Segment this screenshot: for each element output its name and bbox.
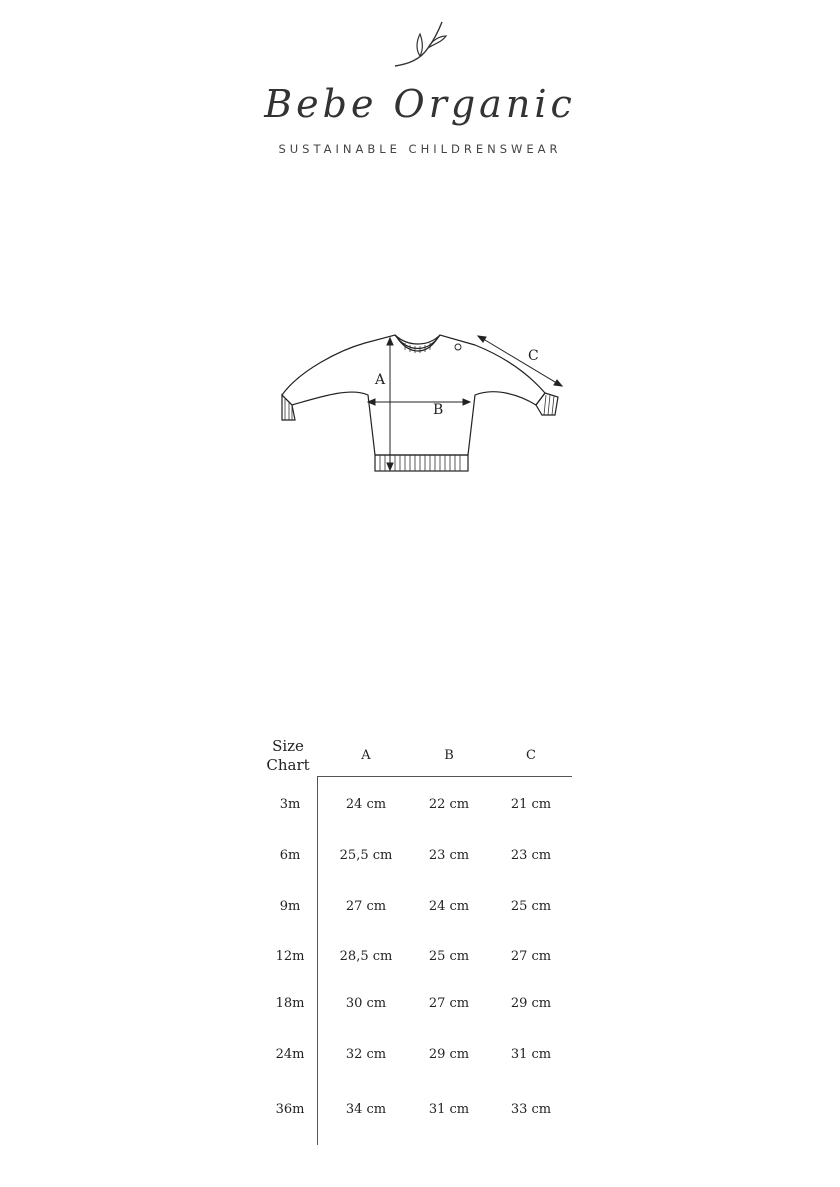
value-cell-c: 21 cm [510, 797, 552, 812]
rib-texture [285, 343, 554, 471]
size-cell: 18m [275, 996, 305, 1011]
value-cell-a: 25,5 cm [339, 848, 393, 863]
brand-name: Bebe Organic [264, 82, 576, 126]
size-chart-corner-label [258, 737, 318, 775]
value-cell-b: 23 cm [428, 848, 470, 863]
value-cell-c: 33 cm [510, 1102, 552, 1117]
leaf-logo-icon [390, 14, 450, 72]
table-header-divider [317, 776, 572, 777]
size-cell: 36m [275, 1102, 305, 1117]
value-cell-c: 31 cm [510, 1047, 552, 1062]
measure-label-c: C [528, 348, 539, 364]
value-cell-a: 27 cm [345, 899, 387, 914]
size-cell: 3m [279, 797, 301, 812]
value-cell-b: 25 cm [428, 949, 470, 964]
button-icon [455, 344, 461, 350]
size-cell: 24m [275, 1047, 305, 1062]
value-cell-a: 24 cm [345, 797, 387, 812]
value-cell-a: 32 cm [345, 1047, 387, 1062]
sweater-measurement-diagram [270, 325, 570, 485]
size-cell: 9m [279, 899, 301, 914]
value-cell-b: 22 cm [428, 797, 470, 812]
value-cell-a: 34 cm [345, 1102, 387, 1117]
sweater-outline [282, 335, 558, 471]
value-cell-b: 24 cm [428, 899, 470, 914]
value-cell-b: 29 cm [428, 1047, 470, 1062]
value-cell-c: 29 cm [510, 996, 552, 1011]
column-header-a: A [361, 748, 371, 763]
measure-label-b: B [433, 402, 444, 418]
value-cell-c: 27 cm [510, 949, 552, 964]
value-cell-b: 27 cm [428, 996, 470, 1011]
value-cell-c: 23 cm [510, 848, 552, 863]
value-cell-a: 30 cm [345, 996, 387, 1011]
value-cell-c: 25 cm [510, 899, 552, 914]
corner-line-2: Chart [266, 756, 310, 774]
measure-label-a: A [375, 372, 386, 388]
value-cell-b: 31 cm [428, 1102, 470, 1117]
column-header-b: B [444, 748, 454, 763]
brand-tagline: SUSTAINABLE CHILDRENSWEAR [278, 142, 562, 156]
size-cell: 12m [275, 949, 305, 964]
corner-line-1: Size [272, 737, 304, 755]
value-cell-a: 28,5 cm [339, 949, 393, 964]
size-cell: 6m [279, 848, 301, 863]
column-header-c: C [526, 748, 536, 763]
